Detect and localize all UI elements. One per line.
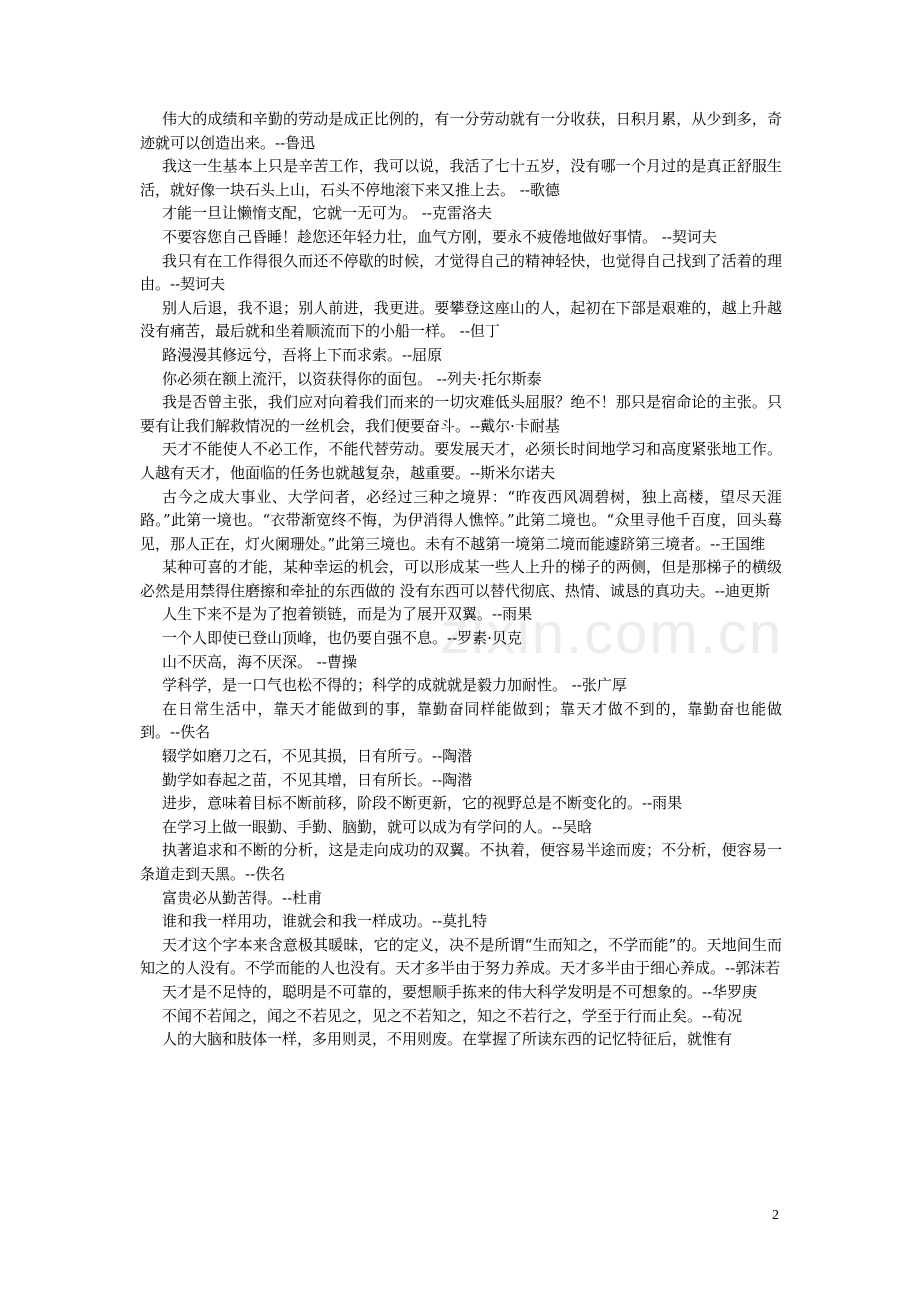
quote-paragraph: 路漫漫其修远兮，吾将上下而求索。--屈原 bbox=[162, 345, 443, 364]
quote-paragraph: 富贵必从勤苦得。--杜甫 bbox=[162, 888, 323, 907]
quote-paragraph: 我是否曾主张，我们应对向着我们而来的一切灾难低头屈服？绝不！那只是宿命论的主张。只要有让我们解救情况的一丝机会，我们便要奋斗。--戴尔·卡耐基 bbox=[140, 393, 782, 435]
quote-paragraph: 在日常生活中，靠天才能做到的事，靠勤奋同样能做到；靠天才做不到的，靠勤奋也能做到。--佚名 bbox=[140, 699, 782, 742]
quote-paragraph: 勤学如春起之苗，不见其增，日有所长。--陶潜 bbox=[162, 770, 473, 789]
quote-paragraph: 你必须在额上流汗，以资获得你的面包。 --列夫·托尔斯泰 bbox=[162, 369, 542, 388]
quote-list bbox=[140, 108, 782, 1052]
quote-paragraph: 人生下来不是为了抱着锁链，而是为了展开双翼。--雨果 bbox=[162, 605, 533, 624]
quote-paragraph: 辍学如磨刀之石，不见其损，日有所亏。--陶潜 bbox=[162, 747, 473, 766]
quote-paragraph: 人的大脑和肢体一样，多用则灵，不用则废。在掌握了所读东西的记忆特征后，就惟有 bbox=[162, 1030, 733, 1049]
quote-paragraph: 才能一旦让懒惰支配，它就一无可为。 --克雷洛夫 bbox=[162, 204, 492, 223]
quote-paragraph: 天才是不足恃的，聪明是不可靠的，要想顺手拣来的伟大科学发明是不可想象的。--华罗庚 bbox=[162, 982, 758, 1001]
quote-paragraph: 别人后退，我不退；别人前进，我更进。要攀登这座山的人，起初在下部是艰难的，越上升越没有痛苦，最后就和坐着顺流而下的小船一样。 --但丁 bbox=[140, 298, 782, 341]
watermark: zixin.com.cn bbox=[440, 601, 784, 666]
quote-paragraph: 我这一生基本上只是辛苦工作，我可以说，我活了七十五岁，没有哪一个月过的是真正舒服生活，就好像一块石头上山，石头不停地滚下来又推上去。 --歌德 bbox=[140, 157, 782, 199]
quote-paragraph: 在学习上做一眼勤、手勤、脑勤，就可以成为有学问的人。--吴晗 bbox=[162, 817, 593, 836]
quote-paragraph: 一个人即使已登山顶峰，也仍要自强不息。--罗素·贝克 bbox=[162, 629, 522, 648]
quote-paragraph: 不闻不若闻之，闻之不若见之，见之不若知之，知之不若行之，学至于行而止矣。--荀况 bbox=[162, 1006, 743, 1025]
quote-paragraph: 某种可喜的才能，某种幸运的机会，可以形成某一些人上升的梯子的两侧，但是那梯子的横级必然是用禁得住磨擦和牵扯的东西做的 没有东西可以替代彻底、热情、诚恳的真功夫。--迪更斯 bbox=[140, 558, 782, 600]
quote-paragraph: 天才这个字本来含意极其暖昧，它的定义，决不是所谓“生而知之，不学而能”的。天地间生而知之的人没有。不学而能的人也没有。天才多半由于努力养成。天才多半由于细心养成。--郭沫若 bbox=[140, 935, 782, 978]
quote-paragraph: 山不厌高，海不厌深。 --曹操 bbox=[162, 652, 357, 671]
quote-paragraph: 我只有在工作得很久而还不停歇的时候，才觉得自己的精神轻快，也觉得自己找到了活着的理由。--契诃夫 bbox=[140, 251, 782, 294]
page-number: 2 bbox=[772, 1208, 779, 1223]
quote-paragraph: 天才不能使人不必工作，不能代替劳动。要发展天才，必须长时间地学习和高度紧张地工作。人越有天才，他面临的任务也就越复杂，越重要。--斯米尔诺夫 bbox=[140, 440, 782, 482]
quote-paragraph: 伟大的成绩和辛勤的劳动是成正比例的，有一分劳动就有一分收获，日积月累，从少到多，奇迹就可以创造出来。--鲁迅 bbox=[140, 110, 782, 152]
quote-paragraph: 不要容您自己昏睡！趁您还年轻力壮，血气方刚，要永不疲倦地做好事情。 --契诃夫 bbox=[162, 227, 717, 246]
quote-paragraph: 执著追求和不断的分析，这是走向成功的双翼。不执着，便容易半途而废；不分析，便容易一条道走到天黑。--佚名 bbox=[140, 841, 782, 883]
quote-paragraph: 古今之成大事业、大学问者，必经过三种之境界：“昨夜西风凋碧树，独上高楼，望尽天涯路。”此第一境也。“衣带渐宽终不悔，为伊消得人憔悴。”此第二境也。“众里寻他千百度，回头蓦见，那人正在，灯火阑珊处。”此第三境也。未有不越第一境第二境而能遽跻第三境者。--王国维 bbox=[140, 487, 782, 553]
quote-paragraph: 学科学，是一口气也松不得的；科学的成就就是毅力加耐性。 --张广厚 bbox=[162, 676, 627, 695]
quote-paragraph: 进步，意味着目标不断前移，阶段不断更新，它的视野总是不断变化的。--雨果 bbox=[162, 794, 683, 813]
quote-paragraph: 谁和我一样用功，谁就会和我一样成功。--莫扎特 bbox=[162, 912, 488, 931]
